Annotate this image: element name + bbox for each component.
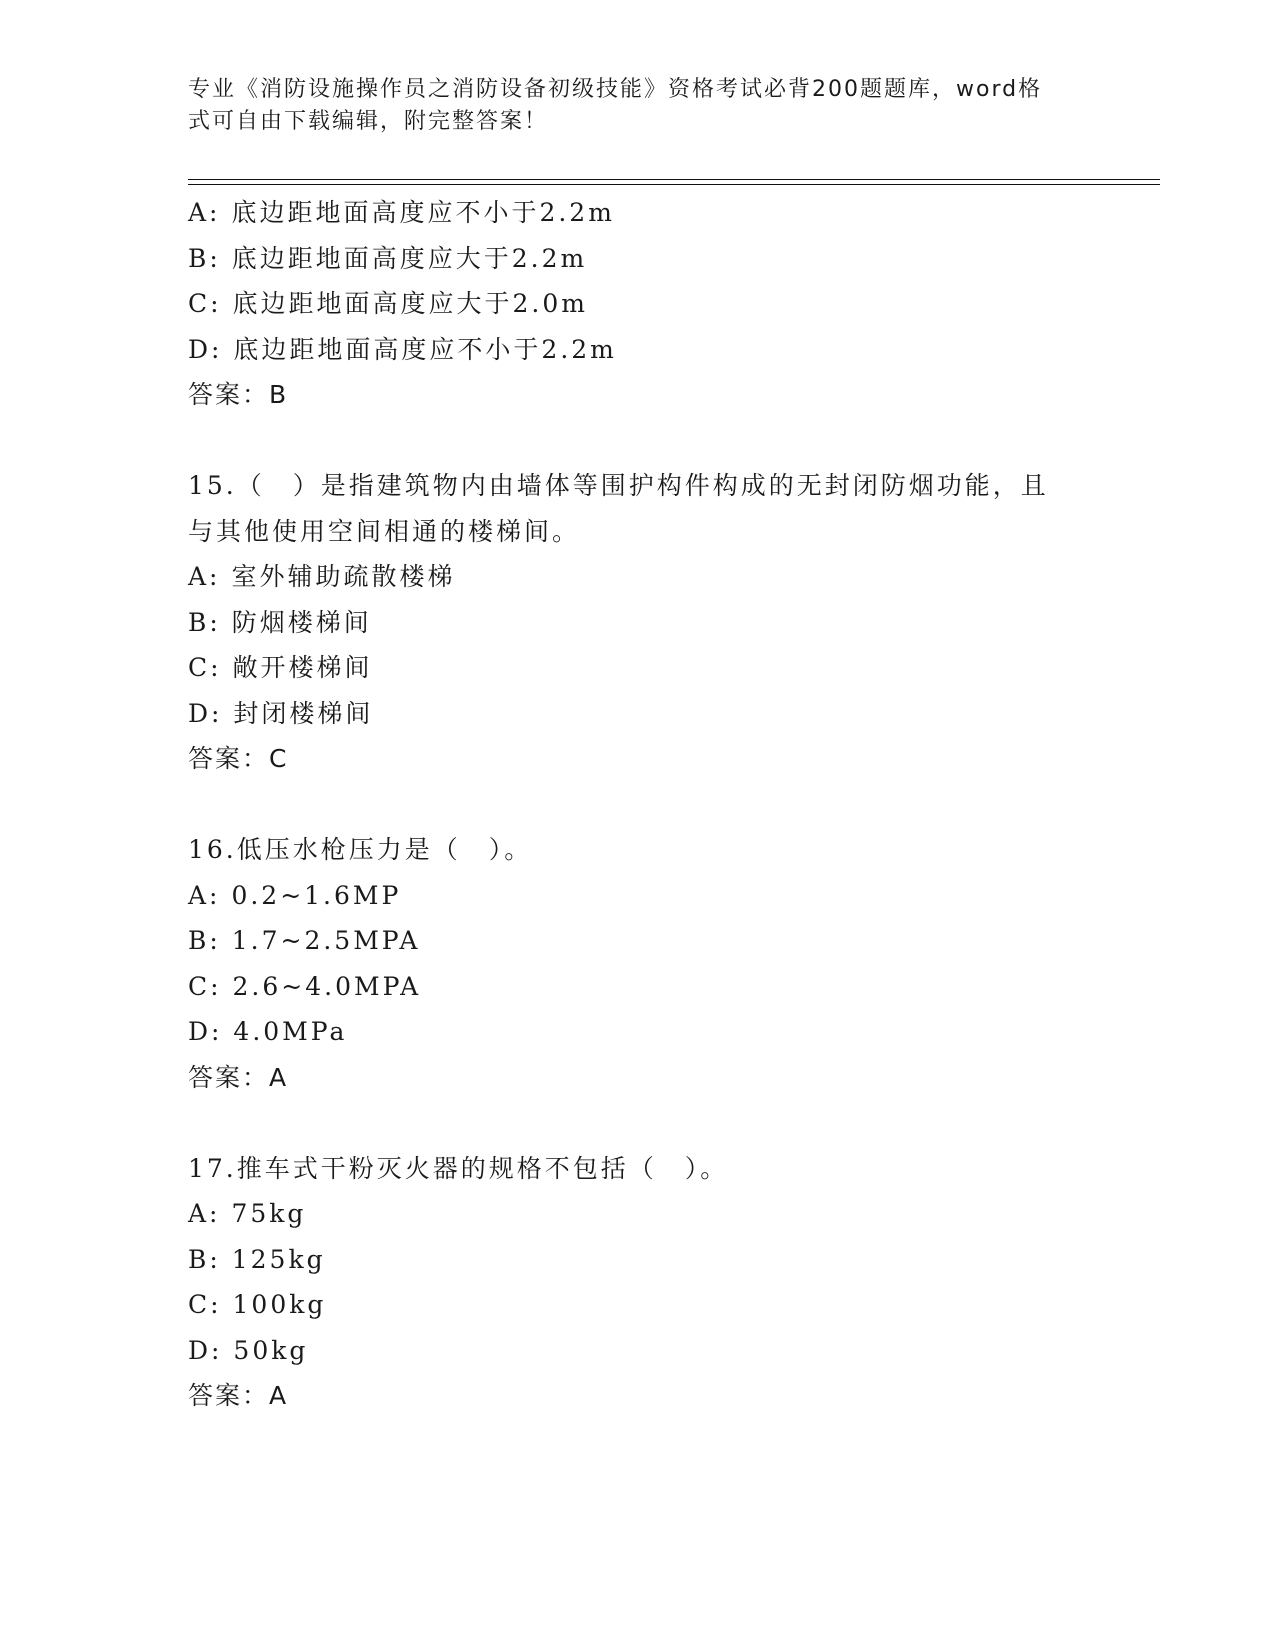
option-b	[188, 236, 1088, 282]
header-divider-top	[188, 179, 1160, 180]
header-line-1: 专业《消防设施操作员之消防设备初级技能》资格考试必背200题题库，word格	[188, 77, 1043, 102]
option-a	[188, 190, 1088, 236]
question-list	[188, 190, 1088, 1419]
option-text: 100kg	[232, 1290, 327, 1319]
option-label: C:	[188, 289, 222, 318]
option-label: D:	[188, 698, 223, 728]
option-b	[188, 600, 1088, 646]
spacer	[188, 418, 1088, 464]
option-c	[188, 1282, 1088, 1328]
option-b	[188, 1237, 1088, 1283]
question-15	[188, 463, 1088, 782]
header-line-2: 式可自由下载编辑，附完整答案！	[188, 109, 549, 134]
option-c	[188, 964, 1088, 1010]
question-14	[188, 190, 1088, 418]
option-label: B:	[188, 1244, 221, 1274]
option-d	[188, 1009, 1088, 1055]
header-divider-bottom	[188, 184, 1160, 185]
option-text: 底边距地面高度应不小于2.2m	[231, 198, 615, 227]
option-d	[188, 691, 1088, 737]
option-label: D:	[188, 1335, 223, 1365]
option-text: 2.6~4.0MPA	[232, 971, 422, 1001]
option-text: 室外辅助疏散楼梯	[231, 562, 456, 591]
option-label: A:	[188, 198, 221, 227]
document-header	[188, 74, 1078, 138]
answer-line: 答案：C	[188, 744, 289, 773]
option-label: A:	[188, 880, 221, 910]
option-d	[188, 1328, 1088, 1374]
option-text: 50kg	[233, 1335, 309, 1365]
spacer	[188, 782, 1088, 828]
option-text: 底边距地面高度应不小于2.2m	[233, 334, 617, 364]
question-stem-line-1: 15.（ ）是指建筑物内由墙体等围护构件构成的无封闭防烟功能，且	[188, 471, 1049, 500]
option-text: 封闭楼梯间	[233, 698, 374, 728]
option-label: C:	[188, 1290, 222, 1319]
option-c	[188, 281, 1088, 327]
question-stem-line-1: 17.推车式干粉灭火器的规格不包括（ ）。	[188, 1153, 729, 1183]
question-17	[188, 1146, 1088, 1419]
option-text: 0.2~1.6MP	[231, 880, 402, 910]
option-label: B:	[188, 926, 221, 955]
answer-line: 答案：A	[188, 1062, 289, 1092]
option-a	[188, 554, 1088, 600]
question-stem-line-2: 与其他使用空间相通的楼梯间。	[188, 516, 581, 546]
option-text: 底边距地面高度应大于2.2m	[231, 243, 588, 273]
option-text: 125kg	[231, 1244, 326, 1274]
option-label: D:	[188, 334, 223, 364]
option-text: 敞开楼梯间	[232, 653, 373, 682]
question-16	[188, 827, 1088, 1100]
option-a	[188, 1191, 1088, 1237]
option-label: D:	[188, 1017, 223, 1046]
question-stem-line-1: 16.低压水枪压力是（ ）。	[188, 835, 533, 864]
option-text: 底边距地面高度应大于2.0m	[232, 289, 588, 318]
option-label: C:	[188, 653, 222, 682]
option-text: 4.0MPa	[233, 1017, 348, 1046]
answer-line: 答案：B	[188, 380, 289, 409]
option-text: 防烟楼梯间	[231, 607, 372, 637]
option-label: A:	[188, 562, 221, 591]
option-label: C:	[188, 971, 222, 1001]
option-b	[188, 918, 1088, 964]
option-text: 75kg	[231, 1199, 307, 1228]
option-text: 1.7~2.5MPA	[231, 926, 421, 955]
answer-line: 答案：A	[188, 1381, 289, 1410]
option-d	[188, 327, 1088, 373]
option-label: B:	[188, 607, 221, 637]
option-label: B:	[188, 243, 221, 273]
option-label: A:	[188, 1199, 221, 1228]
option-a	[188, 873, 1088, 919]
option-c	[188, 645, 1088, 691]
spacer	[188, 1100, 1088, 1146]
